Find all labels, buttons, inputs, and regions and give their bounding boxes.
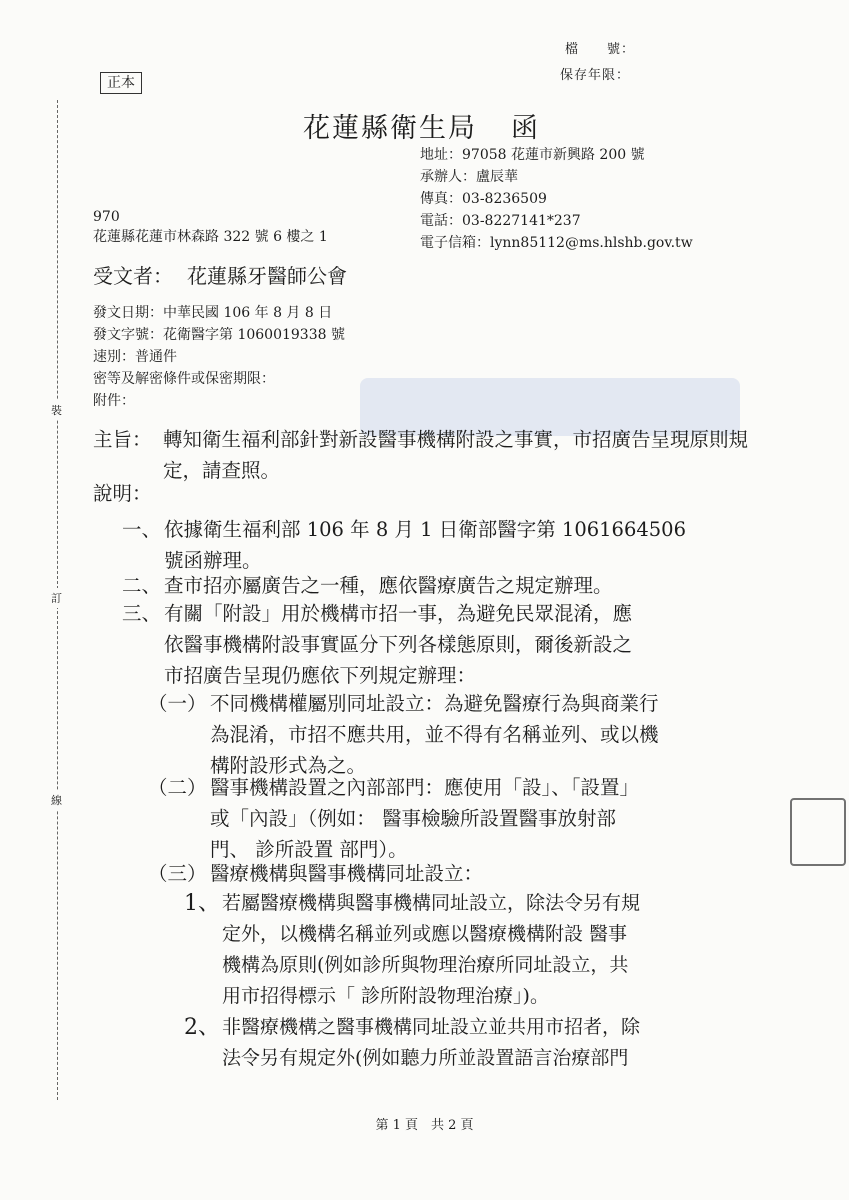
numbered-line: 若屬醫療機構與醫事機構同址設立，除法令另有規 xyxy=(222,892,641,914)
numbered-line: 定外，以機構名稱並列或應以醫療機構附設 醫事 xyxy=(222,923,628,945)
subject-label: 主旨： xyxy=(93,428,152,451)
attachment: 附件： xyxy=(93,393,135,409)
numbered-line: 非醫療機構之醫事機構同址設立並共用市招者，除 xyxy=(222,1016,641,1038)
item-marker: 三、 xyxy=(122,602,162,625)
item-line: 有關「附設」用於機構市招一事，為避免民眾混淆，應 xyxy=(164,602,633,625)
subitem-line: 不同機構權屬別同址設立：為避免醫療行為與商業行 xyxy=(210,692,659,715)
item-line: 號函辦理。 xyxy=(164,549,262,572)
explanation-item xyxy=(122,598,632,691)
subitem-line: 門、 診所設置 部門）。 xyxy=(210,838,408,861)
subitem-line: 為混淆，市招不應共用，並不得有名稱並列、或以機 xyxy=(210,723,659,746)
file-number-label: 檔 號： xyxy=(565,42,636,57)
confidentiality: 密等及解密條件或保密期限： xyxy=(93,371,275,387)
recipient-address: 花蓮縣花蓮市林森路 322 號 6 樓之 1 xyxy=(93,229,328,245)
subitem-line: 醫療機構與醫事機構同址設立： xyxy=(210,862,484,885)
numbered-item xyxy=(184,1012,640,1074)
document-meta xyxy=(93,302,345,412)
item-marker: 一、 xyxy=(122,518,162,541)
item-line: 市招廣告呈現仍應依下列規定辦理： xyxy=(164,664,477,687)
sender-contact-block xyxy=(420,144,693,254)
sender-email: 電子信箱：lynn85112@ms.hlshb.gov.tw xyxy=(420,235,693,251)
subitem-marker: （一） xyxy=(148,692,207,715)
explanation-item xyxy=(122,570,613,601)
issuer-name: 花蓮縣衛生局 xyxy=(303,113,477,144)
subitem-line: 醫事機構設置之內部部門：應使用「設」、「設置」 xyxy=(210,776,640,799)
binding-mark: 裝 xyxy=(51,400,62,420)
subitem-line: 構附設形式為之。 xyxy=(210,754,367,777)
document-type: 函 xyxy=(511,113,540,144)
recipient-line xyxy=(93,260,347,289)
postal-code: 970 xyxy=(93,209,120,225)
subitem-marker: （三） xyxy=(148,862,207,885)
sender-phone: 電話：03-8227141*237 xyxy=(420,213,581,229)
explanation-subitem xyxy=(148,688,659,781)
item-marker: 二、 xyxy=(122,574,162,597)
binding-mark: 線 xyxy=(51,790,62,810)
page-number: 第 1 頁 共 2 頁 xyxy=(375,1118,474,1133)
numbered-line: 法令另有規定外(例如聽力所並設置語言治療部門 xyxy=(222,1047,629,1069)
subject-section xyxy=(93,424,753,486)
issue-date: 發文日期：中華民國 106 年 8 月 8 日 xyxy=(93,305,333,321)
subitem-marker: （二） xyxy=(148,776,207,799)
retention-period-label: 保存年限： xyxy=(560,68,631,83)
numbered-line: 機構為原則(例如診所與物理治療所同址設立，共 xyxy=(222,954,629,976)
sender-address: 地址：97058 花蓮市新興路 200 號 xyxy=(420,147,645,163)
numbered-line: 用市招得標示「 診所附設物理治療」)。 xyxy=(222,985,549,1007)
explanation-item xyxy=(122,514,686,576)
item-line: 依醫事機構附設事實區分下列各樣態原則，爾後新設之 xyxy=(164,633,633,656)
sender-fax: 傳真：03-8236509 xyxy=(420,191,547,207)
numbered-item xyxy=(184,888,640,1012)
binding-mark: 訂 xyxy=(51,588,62,608)
seal-stamp xyxy=(790,798,846,866)
recipient-name: 花蓮縣牙醫師公會 xyxy=(187,264,347,288)
delivery-speed: 速別：普通件 xyxy=(93,349,177,365)
recipient-address-block xyxy=(93,207,328,247)
explanation-subitem xyxy=(148,772,639,865)
explanation-label: 說明： xyxy=(93,482,152,505)
subitem-line: 或「內設」（例如： 醫事檢驗所設置醫事放射部 xyxy=(210,807,616,830)
document-number: 發文字號：花衛醫字第 1060019338 號 xyxy=(93,327,345,343)
numbered-marker: 2、 xyxy=(184,1015,220,1040)
numbered-marker: 1、 xyxy=(184,891,220,916)
document-title xyxy=(303,106,540,145)
item-line: 查市招亦屬廣告之一種，應依醫療廣告之規定辦理。 xyxy=(164,574,613,597)
recipient-label: 受文者： xyxy=(93,264,173,288)
sender-handler: 承辦人：盧辰華 xyxy=(420,169,518,185)
item-line: 依據衛生福利部 106 年 8 月 1 日衛部醫字第 1061664506 xyxy=(164,518,686,541)
original-copy-badge: 正本 xyxy=(100,72,142,94)
subject-text: 轉知衛生福利部針對新設醫事機構附設之事實，市招廣告呈現原則規定，請查照。 xyxy=(163,428,749,482)
explanation-subitem xyxy=(148,858,483,889)
